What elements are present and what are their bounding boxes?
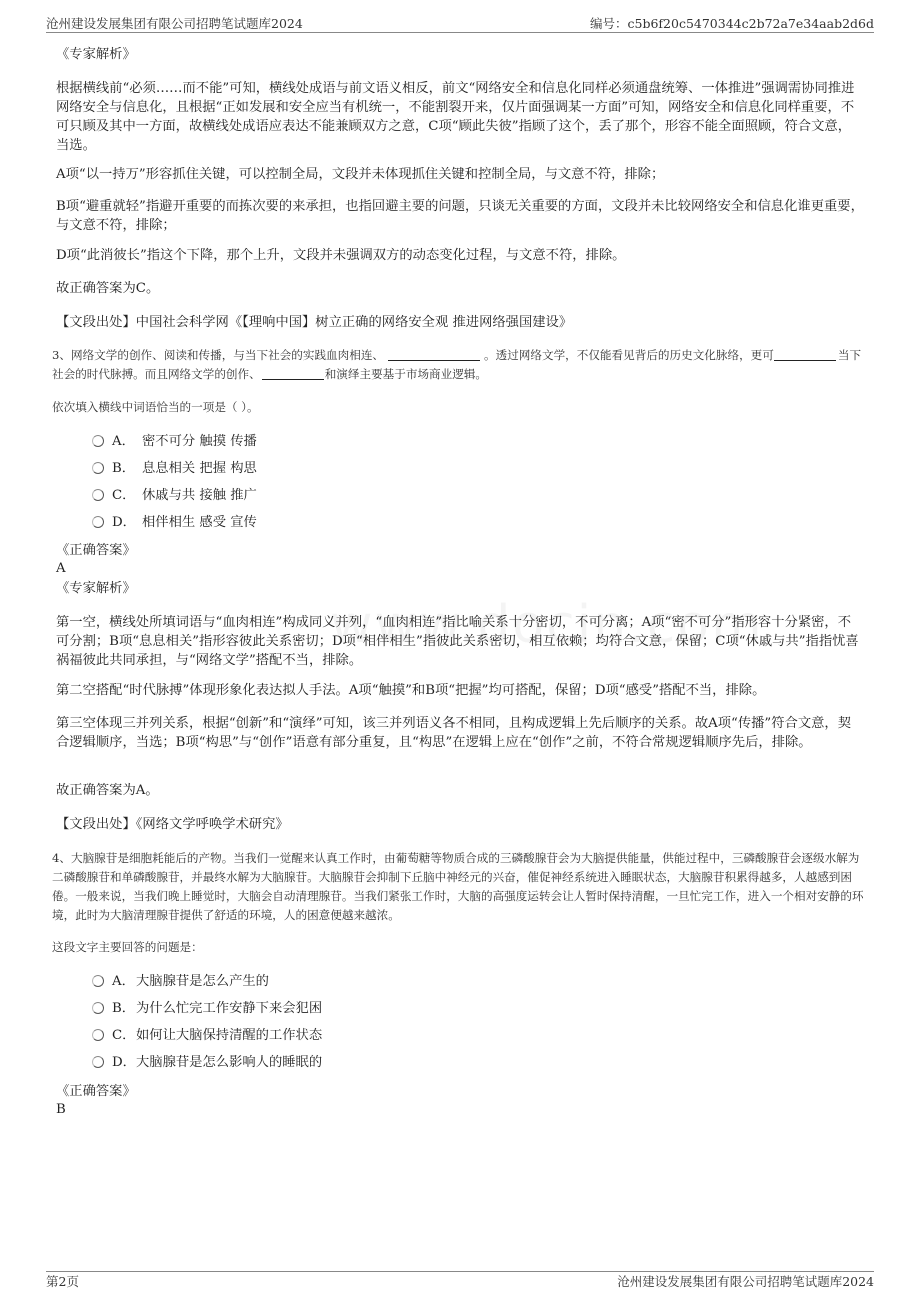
analysis-paragraph: 第三空体现三并列关系，根据“创新”和“演绎”可知，该三并列语义各不相同，且构成逻辑上先后顺序的关系。故A项“传播”符合文意，契合逻辑顺序，当选；B项“构思”与“创作”语意有部分重复，且“构思”在逻辑上应在“创作”之前，不符合常规逻辑顺序先后，排除。 bbox=[56, 716, 852, 750]
radio-icon[interactable] bbox=[92, 435, 104, 447]
option-d[interactable]: D．大脑腺苷是怎么影响人的睡眠的 bbox=[92, 1054, 322, 1072]
radio-icon[interactable] bbox=[92, 489, 104, 501]
analysis-label: 《专家解析》 bbox=[56, 47, 136, 62]
question-prompt: 依次填入横线中词语恰当的一项是（ ）。 bbox=[52, 400, 259, 414]
answer-conclusion: 故正确答案为C。 bbox=[56, 281, 160, 296]
radio-icon[interactable] bbox=[92, 462, 104, 474]
analysis-paragraph: D项“此消彼长”指这个下降，那个上升，文段并未强调双方的动态变化过程，与文意不符，排除。 bbox=[56, 248, 626, 263]
question-prompt: 这段文字主要回答的问题是： bbox=[52, 940, 203, 954]
question-stem: 3、网络文学的创作、阅读和传播，与当下社会的实践血肉相连、 。透过网络文学，不仅能看见背后的历史文化脉络，更可 当下社会的时代脉搏。而且网络文学的创作、 和演绎主要基于市场商业逻辑。 bbox=[52, 348, 862, 381]
option-d[interactable]: D． 相伴相生 感受 宣传 bbox=[92, 514, 257, 532]
analysis-paragraph: 第一空，横线处所填词语与“血肉相连”构成同义并列，“血肉相连”指比喻关系十分密切，不可分离；A项“密不可分”指形容十分紧密，不可分割；B项“息息相关”指形容彼此关系密切；D项“相伴相生”指彼此关系密切，相互依赖；均符合文意，保留；C项“休戚与共”指指忧喜祸福彼此共同承担，与“网络文学”搭配不当，排除。 bbox=[56, 615, 859, 668]
radio-icon[interactable] bbox=[92, 1029, 104, 1041]
answer-value: A bbox=[56, 561, 66, 576]
answer-label: 《正确答案》 bbox=[56, 1084, 136, 1099]
answer-value: B bbox=[56, 1102, 66, 1117]
fill-blank bbox=[774, 348, 836, 361]
option-a[interactable]: A． 密不可分 触摸 传播 bbox=[92, 433, 257, 451]
radio-icon[interactable] bbox=[92, 1056, 104, 1068]
option-b[interactable]: B． 息息相关 把握 构思 bbox=[92, 460, 257, 478]
answer-label: 《正确答案》 bbox=[56, 543, 136, 558]
page-header bbox=[46, 14, 874, 33]
page-number: 第2页 bbox=[46, 1274, 79, 1289]
radio-icon[interactable] bbox=[92, 975, 104, 987]
source-citation: 【文段出处】《网络文学呼唤学术研究》 bbox=[56, 817, 289, 832]
analysis-paragraph: 根据横线前“必须……而不能”可知，横线处成语与前文语义相反，前文“网络安全和信息化同样必须通盘统筹、一体推进”强调需协同推进网络安全与信息化，且根据“正如发展和安全应当有机统一，不能割裂开来，仅片面强调某一方面”可知，网络安全和信息化同样重要，不可只顾及其中一方面，故横线处成语应表达不能兼顾双方之意，C项“顾此失彼”指顾了这个，丢了那个，形容不能全面照顾，符合文意，当选。 bbox=[56, 81, 855, 153]
radio-icon[interactable] bbox=[92, 516, 104, 528]
question-stem: 4、大脑腺苷是细胞耗能后的产物。当我们一觉醒来认真工作时，由葡萄糖等物质合成的三磷酸腺苷会为大脑提供能量，供能过程中，三磷酸腺苷会逐级水解为二磷酸腺苷和单磷酸腺苷，并最终水解为大脑腺苷。大脑腺苷会抑制下丘脑中神经元的兴奋，催促神经系统进入睡眠状态，大脑腺苷积累得越多，人越感到困倦。一般来说，当我们晚上睡觉时，大脑会自动清理腺苷。当我们紧张工作时，大脑的高强度运转会让人暂时保持清醒，一旦忙完工作，进入一个相对安静的环境，此时为大脑清理腺苷提供了舒适的环境，人的困意便越来越浓。 bbox=[52, 851, 864, 922]
option-a[interactable]: A．大脑腺苷是怎么产生的 bbox=[92, 973, 269, 991]
fill-blank bbox=[262, 367, 324, 380]
header-doc-id: 编号：c5b6f20c5470344c2b72a7e34aab2d6d bbox=[590, 16, 874, 31]
source-citation: 【文段出处】中国社会科学网《【理响中国】树立正确的网络安全观 推进网络强国建设》 bbox=[56, 315, 573, 330]
analysis-label: 《专家解析》 bbox=[56, 581, 136, 596]
analysis-paragraph: B项“避重就轻”指避开重要的而拣次要的来承担，也指回避主要的问题，只谈无关重要的方面，文段并未比较网络安全和信息化谁更重要，与文意不符，排除； bbox=[56, 199, 864, 233]
analysis-paragraph: 第二空搭配“时代脉搏”体现形象化表达拟人手法。A项“触摸”和B项“把握”均可搭配，保留；D项“感受”搭配不当，排除。 bbox=[56, 683, 766, 698]
option-c[interactable]: C．如何让大脑保持清醒的工作状态 bbox=[92, 1027, 322, 1045]
header-title: 沧州建设发展集团有限公司招聘笔试题库2024 bbox=[46, 16, 303, 31]
page-footer bbox=[46, 1271, 874, 1290]
answer-conclusion: 故正确答案为A。 bbox=[56, 783, 159, 798]
radio-icon[interactable] bbox=[92, 1002, 104, 1014]
analysis-paragraph: A项“以一持万”形容抓住关键，可以控制全局，文段并未体现抓住关键和控制全局，与文意不符，排除； bbox=[56, 167, 665, 182]
footer-title: 沧州建设发展集团有限公司招聘笔试题库2024 bbox=[617, 1274, 874, 1289]
option-b[interactable]: B．为什么忙完工作安静下来会犯困 bbox=[92, 1000, 322, 1018]
option-c[interactable]: C． 休戚与共 接触 推广 bbox=[92, 487, 257, 505]
fill-blank bbox=[388, 348, 480, 361]
